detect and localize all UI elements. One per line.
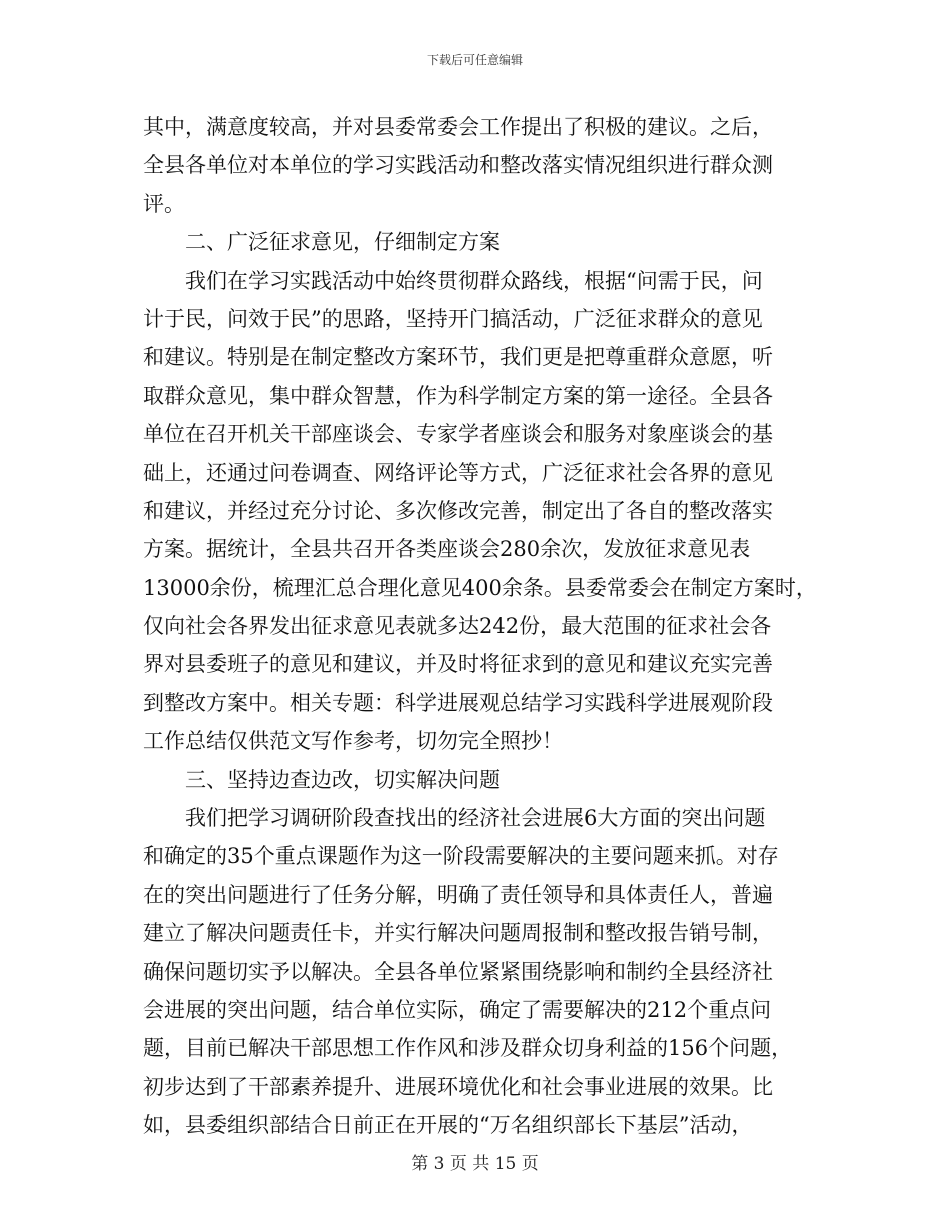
body-line: 如，县委组织部结合日前正在开展的“万名组织部长下基层”活动， [143, 1113, 753, 1138]
section-heading-3: 三、坚持边查边改，切实解决问题 [185, 767, 500, 792]
body-line: 评。 [143, 191, 185, 216]
body-line: 和建议。特别是在制定整改方案环节，我们更是把尊重群众意愿，听 [143, 345, 773, 370]
body-line: 和确定的35个重点课题作为这一阶段需要解决的主要问题来抓。对存 [143, 844, 779, 869]
body-line: 到整改方案中。相关专题：科学进展观总结学习实践科学进展观阶段 [143, 690, 773, 715]
section-heading-2: 二、广泛征求意见，仔细制定方案 [185, 230, 500, 255]
body-line: 取群众意见，集中群众智慧，作为科学制定方案的第一途径。全县各 [143, 383, 773, 408]
body-line: 和建议，并经过充分讨论、多次修改完善，制定出了各自的整改落实 [143, 498, 773, 523]
body-line: 单位在召开机关干部座谈会、专家学者座谈会和服务对象座谈会的基 [143, 422, 773, 447]
body-line: 13000余份，梳理汇总合理化意见400余条。县委常委会在制定方案时， [143, 575, 817, 600]
body-line: 题，目前已解决干部思想工作作风和涉及群众切身利益的156个问题， [143, 1036, 793, 1061]
page-header-note: 下载后可任意编辑 [426, 53, 523, 67]
body-line: 计于民，问效于民”的思路，坚持开门搞活动，广泛征求群众的意见 [143, 306, 763, 331]
body-line: 我们把学习调研阶段查找出的经济社会进展6大方面的突出问题 [185, 806, 766, 831]
body-line: 在的突出问题进行了任务分解，明确了责任领导和具体责任人，普遍 [143, 882, 773, 907]
body-line: 仅向社会各界发出征求意见表就多达242份，最大范围的征求社会各 [143, 614, 772, 639]
body-line: 础上，还通过问卷调查、网络评论等方式，广泛征求社会各界的意见 [143, 460, 773, 485]
body-line: 建立了解决问题责任卡，并实行解决问题周报制和整改报告销号制， [143, 921, 773, 946]
body-line: 确保问题切实予以解决。全县各单位紧紧围绕影响和制约全县经济社 [143, 959, 773, 984]
body-line: 会进展的突出问题，结合单位实际，确定了需要解决的212个重点问 [143, 997, 772, 1022]
body-line: 全县各单位对本单位的学习实践活动和整改落实情况组织进行群众测 [143, 153, 773, 178]
body-line: 界对县委班子的意见和建议，并及时将征求到的意见和建议充实完善 [143, 652, 773, 677]
body-line: 初步达到了干部素养提升、进展环境优化和社会事业进展的效果。比 [143, 1074, 773, 1099]
body-line: 我们在学习实践活动中始终贯彻群众路线，根据“问需于民，问 [185, 268, 763, 293]
body-line: 工作总结仅供范文写作参考，切勿完全照抄！ [143, 729, 563, 754]
page-number: 第 3 页 共 15 页 [411, 1154, 539, 1174]
body-line: 其中，满意度较高，并对县委常委会工作提出了积极的建议。之后， [143, 115, 773, 139]
body-line: 方案。据统计，全县共召开各类座谈会280余次，发放征求意见表 [143, 537, 751, 562]
document-body [143, 108, 823, 1145]
